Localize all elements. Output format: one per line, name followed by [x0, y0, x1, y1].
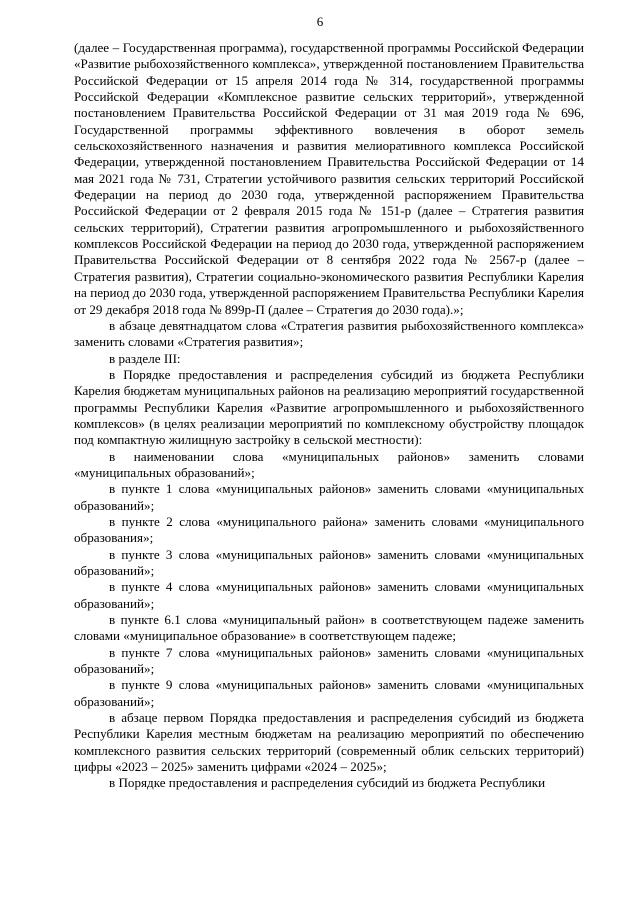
paragraph-truncated: в Порядке предоставления и распределения субсидий из бюджета Республики — [109, 775, 546, 791]
paragraph: в пункте 6.1 слова «муниципальный район» в соответствующем падеже заменить словами «муниципальное образование» в соответствующем падеже; — [74, 612, 584, 644]
paragraph: в разделе III: — [109, 350, 181, 366]
paragraph-continuation: (далее – Государственная программа), государственной программы Российской Федерации «Развитие рыбохозяйственного комплекса», утвержденной постановлением Правительства Российской Федерации от 15 апреля 2014 года № 314, государственной программы Российской Федерации «Комплексное развитие сельских территорий», утвержденной постановлением Правительства Российской Федерации от 31 мая 2019 года № 696, Государственной программы эффективного вовлечения в оборот земель сельскохозяйственного назначения и развития мелиоративного комплекса Российской Федерации, утвержденной постановлением Правительства Российской Федерации от 14 мая 2021 года № 731, Стратегии устойчивого развития сельских территорий Российской Федерации на период до 2030 года, утвержденной распоряжением Правительства Российской Федерации от 2 февраля 2015 года № 151-р (далее – Стратегия развития сельских территорий), Стратегии развития агропромышленного и рыбохозяйственного комплексов Российской Федерации на период до 2030 года, утвержденной распоряжением Правительства Российской Федерации от 8 сентября 2022 года № 2567-р (далее – Стратегия развития), Стратегии социально-экономического развития Республики Карелия на период до 2030 года, утвержденной распоряжением Правительства Республики Карелия от 29 декабря 2018 года № 899р-П (далее – Стратегия до 2030 года).»; — [74, 40, 584, 317]
paragraph: в пункте 4 слова «муниципальных районов» заменить словами «муниципальных образований»; — [74, 579, 584, 611]
document-body — [74, 40, 584, 792]
paragraph: в пункте 1 слова «муниципальных районов» заменить словами «муниципальных образований»; — [74, 481, 584, 513]
page-number: 6 — [316, 14, 324, 29]
paragraph: в Порядке предоставления и распределения субсидий из бюджета Республики Карелия бюджетам муниципальных районов на реализацию мероприятий государственной программы Республики Карелия «Развитие агропромышленного и рыбохозяйственного комплексов» (в целях реализации мероприятий по комплексному обустройству площадок под компактную жилищную застройку в сельской местности): — [74, 366, 584, 448]
paragraph: в пункте 3 слова «муниципальных районов» заменить словами «муниципальных образований»; — [74, 546, 584, 578]
paragraph: в пункте 2 слова «муниципального района» заменить словами «муниципального образования»; — [74, 513, 584, 546]
paragraph: в пункте 7 слова «муниципальных районов» заменить словами «муниципальных образований»; — [74, 644, 584, 677]
paragraph: в наименовании слова «муниципальных районов» заменить словами «муниципальных образований»; — [74, 448, 584, 480]
paragraph: в абзаце девятнадцатом слова «Стратегия развития рыбохозяйственного комплекса» заменить словами «Стратегия развития»; — [74, 317, 584, 350]
paragraph: в абзаце первом Порядка предоставления и распределения субсидий из бюджета Республики Карелия местным бюджетам на реализацию мероприятий по обеспечению комплексного развития сельских территорий (современный облик сельских территорий) цифры «2023 – 2025» заменить цифрами «2024 – 2025»; — [74, 710, 584, 775]
paragraph: в пункте 9 слова «муниципальных районов» заменить словами «муниципальных образований»; — [74, 677, 584, 709]
